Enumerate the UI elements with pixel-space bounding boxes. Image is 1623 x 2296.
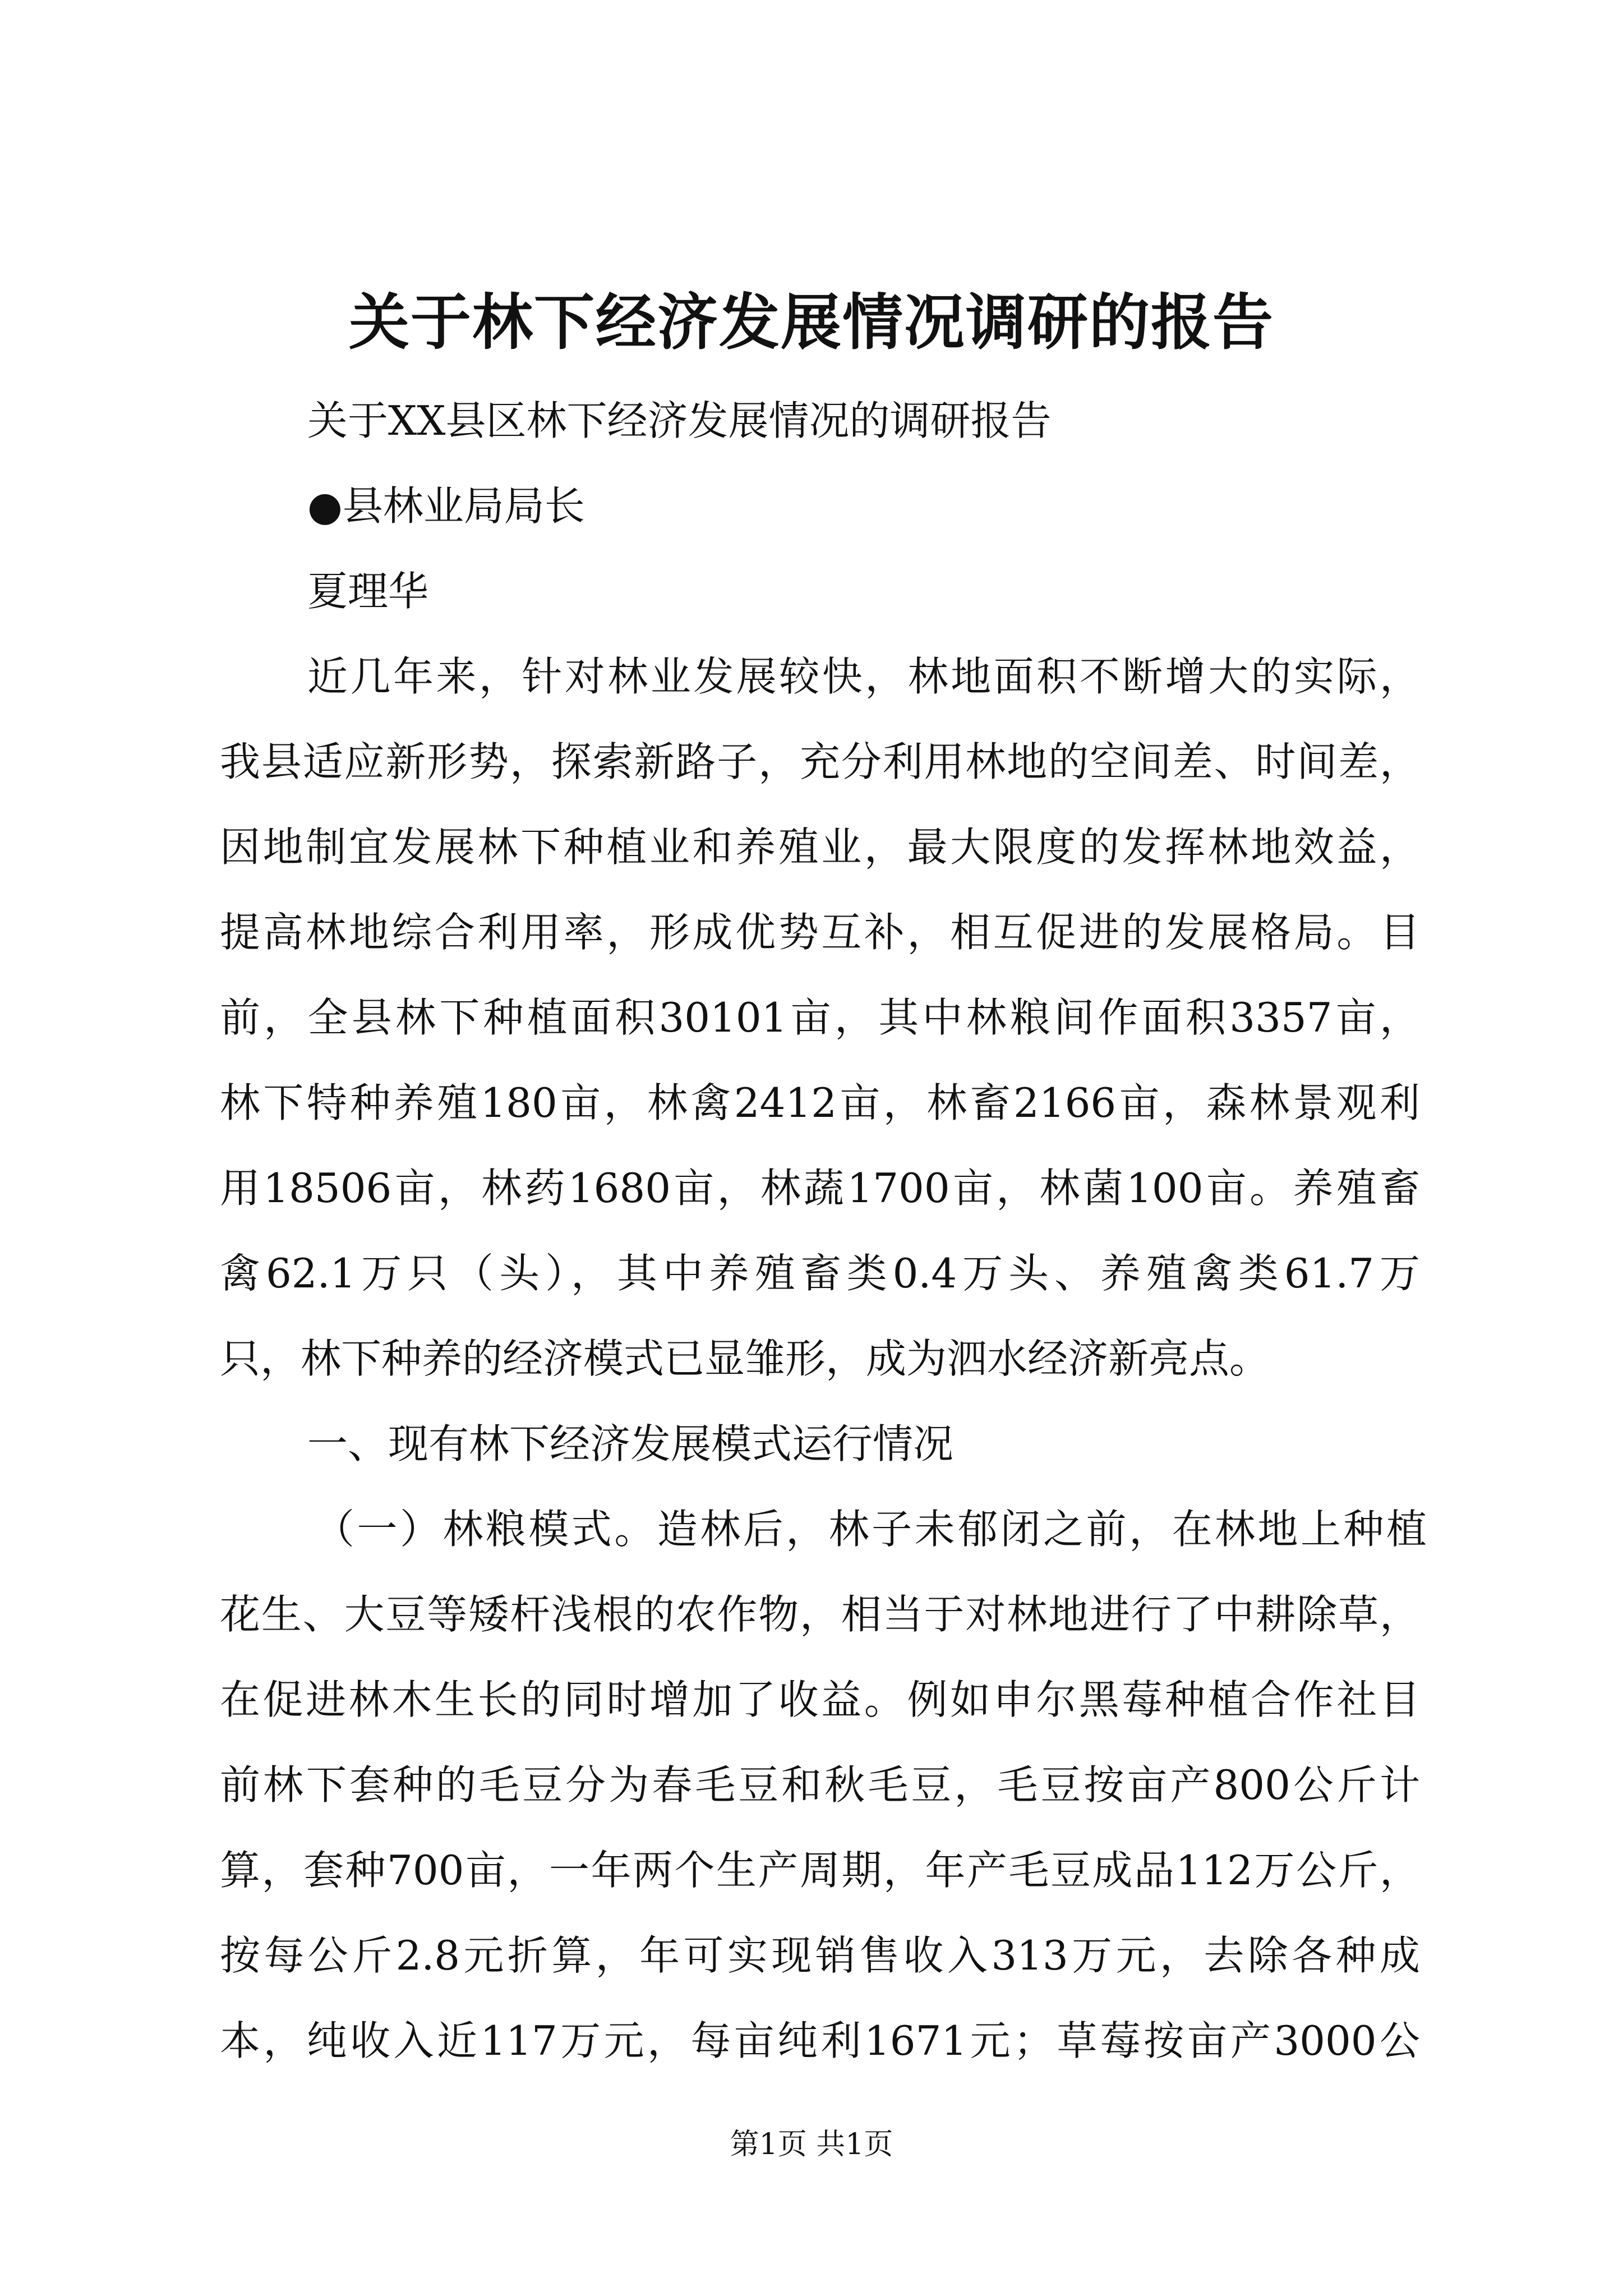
intro-line: 禽62.1万只（头），其中养殖畜类0.4万头、养殖禽类61.7万 [220,1250,1420,1297]
page-number-label: 第1页 共1页 [730,2128,893,2161]
intro-line: 林下特种养殖180亩，林禽2412亩，林畜2166亩，森林景观利 [220,1079,1420,1126]
section-line: 花生、大豆等矮杆浅根的农作物，相当于对林地进行了中耕除草， [220,1591,1420,1638]
author-name: 夏理华 [307,568,429,615]
intro-line: 只，林下种养的经济模式已显雏形，成为泗水经济新亮点。 [220,1335,1270,1382]
section-line: 前林下套种的毛豆分为春毛豆和秋毛豆，毛豆按亩产800公斤计 [220,1761,1420,1809]
intro-line: 提高林地综合利用率，形成优势互补，相互促进的发展格局。目 [220,909,1420,956]
document-title: 关于林下经济发展情况调研的报告 [348,287,1274,358]
section-line: 在促进林木生长的同时增加了收益。例如申尔黑莓种植合作社目 [220,1676,1420,1723]
author-role: ●县林业局局长 [307,482,585,530]
intro-line: 前，全县林下种植面积30101亩，其中林粮间作面积3357亩， [220,994,1420,1041]
section-line: 按每公斤2.8元折算，年可实现销售收入313万元，去除各种成 [220,1932,1420,1979]
intro-line: 我县适应新形势，探索新路子，充分利用林地的空间差、时间差， [220,738,1420,785]
intro-line: 因地制宜发展林下种植业和养殖业，最大限度的发挥林地效益， [220,823,1420,871]
intro-line: 近几年来，针对林业发展较快，林地面积不断增大的实际， [307,653,1420,700]
section-line: （一）林粮模式。造林后，林子未郁闭之前，在林地上种植 [314,1506,1427,1553]
intro-line: 用18506亩，林药1680亩，林蔬1700亩，林菌100亩。养殖畜 [220,1165,1420,1212]
section-line: 算，套种700亩，一年两个生产周期，年产毛豆成品112万公斤， [220,1847,1420,1894]
page-footer [0,2125,1623,2164]
section-line: 本，纯收入近117万元，每亩纯利1671元；草莓按亩产3000公 [220,2017,1420,2064]
document-subtitle: 关于XX县区林下经济发展情况的调研报告 [307,397,1052,444]
section-heading: 一、现有林下经济发展模式运行情况 [307,1420,954,1467]
